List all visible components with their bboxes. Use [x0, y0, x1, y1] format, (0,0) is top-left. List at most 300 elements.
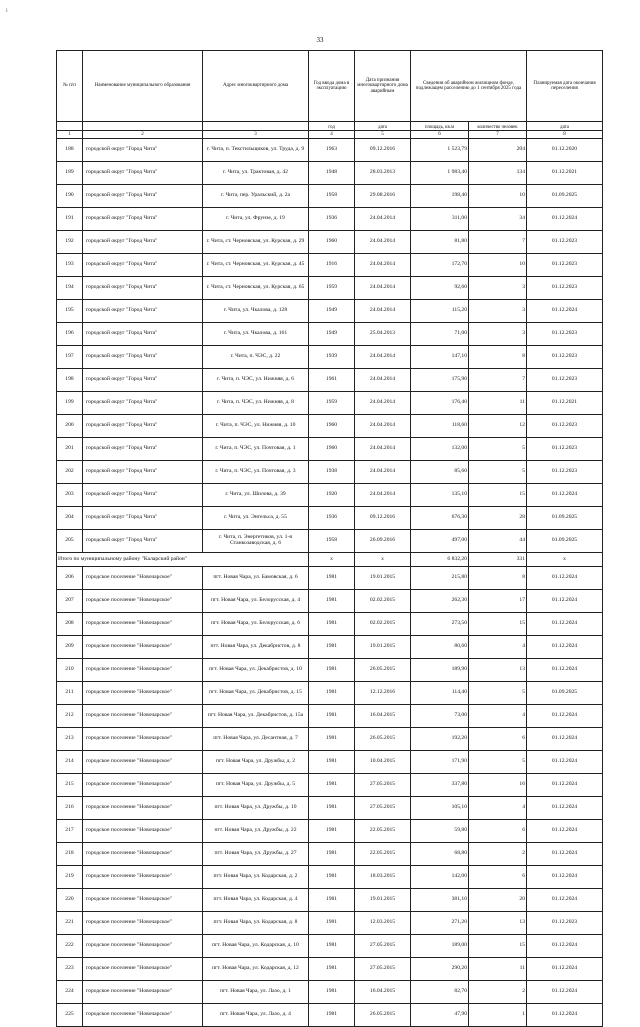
cell-deadline: 01.12.2024 — [527, 774, 603, 797]
cell-year: 1981 — [309, 682, 355, 705]
cell-mo: городской округ "Город Чита" — [83, 300, 203, 323]
cell-date: 27.05.2015 — [355, 774, 411, 797]
cell-address: пгт. Новая Чара, ул. Кодарская, д. 4 — [203, 889, 309, 912]
subheader-deadline-unit: дата — [527, 122, 603, 131]
table-row — [57, 613, 603, 636]
cell-no: 208 — [57, 613, 83, 636]
cell-year: 1959 — [309, 277, 355, 300]
cell-count: 44 — [469, 530, 527, 553]
cell-deadline: 01.12.2021 — [527, 392, 603, 415]
cell-count: 7 — [469, 231, 527, 254]
cell-area: 81,80 — [411, 231, 469, 254]
cell-area: 172,70 — [411, 254, 469, 277]
table-row — [57, 682, 603, 705]
cell-no: 222 — [57, 935, 83, 958]
table-row — [57, 659, 603, 682]
cell-address: г. Чита, ст. Черновская, ул. Курская, д. 29 — [203, 231, 309, 254]
cell-deadline: 01.12.2023 — [527, 323, 603, 346]
cell-area: 85,60 — [411, 461, 469, 484]
col-number: 3 — [203, 131, 309, 139]
cell-date: 22.05.2015 — [355, 820, 411, 843]
cell-mo: городской округ "Город Чита" — [83, 254, 203, 277]
cell-mo: городской округ "Город Чита" — [83, 277, 203, 300]
cell-count: 5 — [469, 682, 527, 705]
cell-address: пгт. Новая Чара, ул. Декабристов, д. 15а — [203, 705, 309, 728]
cell-count: 8 — [469, 346, 527, 369]
table-row — [57, 300, 603, 323]
cell-address: пгт. Новая Чара, ул. Кодарская, д. 2 — [203, 866, 309, 889]
cell-date: 16.04.2015 — [355, 705, 411, 728]
cell-no: 199 — [57, 392, 83, 415]
cell-mo: городской округ "Город Чита" — [83, 461, 203, 484]
cell-year: 1981 — [309, 728, 355, 751]
cell-year: 1981 — [309, 889, 355, 912]
cell-year: 1920 — [309, 484, 355, 507]
subheader-area-unit: площадь, кв.м — [411, 122, 469, 131]
cell-no: 216 — [57, 797, 83, 820]
cell-date: 27.05.2015 — [355, 958, 411, 981]
cell-count: 20 — [469, 889, 527, 912]
cell-address: г. Чита, п. ЧЭС, ул. Почтовая, д. 1 — [203, 438, 309, 461]
cell-year: 1981 — [309, 567, 355, 590]
cell-count: 6 — [469, 866, 527, 889]
table-row — [57, 162, 603, 185]
col-number: 7 — [469, 131, 527, 139]
cell-address: г. Чита, ул. Фрунзе, д. 19 — [203, 208, 309, 231]
cell-address: пгт. Новая Чара, ул. Дружбы, д. 5 — [203, 774, 309, 797]
cell-mo: городское поселение "Новочарское" — [83, 1004, 203, 1027]
cell-count: 15 — [469, 484, 527, 507]
cell-deadline: 01.12.2023 — [527, 346, 603, 369]
cell-date: 09.12.2016 — [355, 507, 411, 530]
cell-area: 82,70 — [411, 981, 469, 1004]
total-row — [57, 553, 603, 567]
cell-deadline: 01.12.2023 — [527, 254, 603, 277]
cell-date: 26.05.2015 — [355, 659, 411, 682]
cell-date: 18.03.2015 — [355, 866, 411, 889]
cell-area: 105,10 — [411, 797, 469, 820]
cell-deadline: 01.12.2023 — [527, 277, 603, 300]
table-row — [57, 277, 603, 300]
table-row — [57, 185, 603, 208]
cell-count: 11 — [469, 392, 527, 415]
header-deadline: Планируемая дата окончания переселения — [527, 51, 603, 122]
table-row — [57, 935, 603, 958]
table-row — [57, 415, 603, 438]
cell-mo: городской округ "Город Чита" — [83, 208, 203, 231]
cell-year: 1981 — [309, 981, 355, 1004]
cell-date: 24.04.2014 — [355, 415, 411, 438]
cell-year: 1981 — [309, 590, 355, 613]
cell-date: 27.05.2015 — [355, 935, 411, 958]
cell-date: 24.04.2014 — [355, 254, 411, 277]
cell-mo: городское поселение "Новочарское" — [83, 958, 203, 981]
cell-no: 213 — [57, 728, 83, 751]
cell-mo: городское поселение "Новочарское" — [83, 728, 203, 751]
cell-area: 142,00 — [411, 866, 469, 889]
cell-deadline: 01.12.2024 — [527, 300, 603, 323]
subheader-year-unit: год — [309, 122, 355, 131]
cell-mo: городской округ "Город Чита" — [83, 162, 203, 185]
cell-year: 1938 — [309, 461, 355, 484]
table-row — [57, 912, 603, 935]
cell-no: 202 — [57, 461, 83, 484]
cell-mo: городской округ "Город Чита" — [83, 185, 203, 208]
cell-date: 26.05.2015 — [355, 1004, 411, 1027]
cell-year: 1948 — [309, 162, 355, 185]
table-row — [57, 590, 603, 613]
cell-area: 497,00 — [411, 530, 469, 553]
cell-date: 26.05.2015 — [355, 728, 411, 751]
cell-area: 271,20 — [411, 912, 469, 935]
cell-no: 205 — [57, 530, 83, 553]
cell-no: 220 — [57, 889, 83, 912]
cell-no: 219 — [57, 866, 83, 889]
header-recognition-date: Дата признания многоквартирного дома аварийным — [355, 51, 411, 122]
cell-address: г. Чита, пер. Уральский, д. 2а — [203, 185, 309, 208]
table-row — [57, 484, 603, 507]
table-row — [57, 208, 603, 231]
cell-deadline: 01.09.2025 — [527, 507, 603, 530]
cell-no: 194 — [57, 277, 83, 300]
cell-no: 195 — [57, 300, 83, 323]
cell-no: 207 — [57, 590, 83, 613]
table-row — [57, 843, 603, 866]
cell-year: 1949 — [309, 300, 355, 323]
table-body-novochara — [57, 567, 603, 1027]
cell-address: г. Чита, п. Энергетиков, ул. 1-я Станкозаводская, д. 6 — [203, 530, 309, 553]
cell-count: 10 — [469, 254, 527, 277]
cell-no: 206 — [57, 567, 83, 590]
table-row — [57, 231, 603, 254]
cell-address: г. Чита, ул. Трактовая, д. 42 — [203, 162, 309, 185]
cell-no: 191 — [57, 208, 83, 231]
cell-no: 192 — [57, 231, 83, 254]
cell-address: пгт. Новая Чара, ул. Лазо, д. 4 — [203, 1004, 309, 1027]
cell-area: 135,10 — [411, 484, 469, 507]
cell-area: 118,60 — [411, 415, 469, 438]
cell-area: 92,60 — [411, 277, 469, 300]
cell-year: 1961 — [309, 369, 355, 392]
cell-year: 1981 — [309, 659, 355, 682]
cell-year: 1960 — [309, 438, 355, 461]
cell-count: 1 — [469, 1004, 527, 1027]
cell-area: 175,90 — [411, 369, 469, 392]
cell-date: 02.02.2015 — [355, 613, 411, 636]
cell-area: 68,80 — [411, 843, 469, 866]
cell-year: 1981 — [309, 843, 355, 866]
cell-deadline: 01.12.2023 — [527, 231, 603, 254]
cell-deadline: 01.12.2024 — [527, 567, 603, 590]
cell-mo: городское поселение "Новочарское" — [83, 866, 203, 889]
cell-no: 189 — [57, 162, 83, 185]
cell-area: 381,10 — [411, 889, 469, 912]
cell-area: 192,20 — [411, 728, 469, 751]
col-number: 6 — [411, 131, 469, 139]
cell-deadline: 01.12.2024 — [527, 636, 603, 659]
cell-address: г. Чита, ст. Черновская, ул. Курская, д. 45 — [203, 254, 309, 277]
cell-date: 24.04.2014 — [355, 369, 411, 392]
cell-no: 198 — [57, 369, 83, 392]
table-row — [57, 981, 603, 1004]
cell-no: 211 — [57, 682, 83, 705]
cell-address: пгт. Новая Чара, ул. Декабристов, д. 10 — [203, 659, 309, 682]
cell-address: пгт. Новая Чара, ул. Белорусская, д. 4 — [203, 590, 309, 613]
col-number: 2 — [83, 131, 203, 139]
table-row — [57, 139, 603, 162]
cell-date: 24.04.2014 — [355, 346, 411, 369]
total-area: 6 832,20 — [411, 553, 469, 567]
cell-no: 212 — [57, 705, 83, 728]
cell-year: 1916 — [309, 254, 355, 277]
col-number: 4 — [309, 131, 355, 139]
table-row — [57, 530, 603, 553]
cell-deadline: 01.12.2021 — [527, 162, 603, 185]
cell-year: 1949 — [309, 323, 355, 346]
cell-deadline: 01.12.2024 — [527, 958, 603, 981]
cell-date: 12.12.2016 — [355, 682, 411, 705]
subheader-count-unit: количество человек — [469, 122, 527, 131]
cell-address: г. Чита, п. ЧЭС, ул. Почтовая, д. 3 — [203, 461, 309, 484]
cell-count: 4 — [469, 797, 527, 820]
header-year: Год ввода дома в эксплуатацию — [309, 51, 355, 122]
cell-deadline: 01.09.2025 — [527, 530, 603, 553]
cell-date: 27.05.2015 — [355, 797, 411, 820]
cell-deadline: 01.12.2024 — [527, 208, 603, 231]
cell-mo: городской округ "Город Чита" — [83, 392, 203, 415]
cell-count: 28 — [469, 507, 527, 530]
cell-address: г. Чита, ул. Чкалова, д. 161 — [203, 323, 309, 346]
cell-mo: городской округ "Город Чита" — [83, 484, 203, 507]
cell-address: пгт. Новая Чара, ул. Кодарская, д. 12 — [203, 958, 309, 981]
cell-year: 1981 — [309, 958, 355, 981]
cell-deadline: 01.12.2024 — [527, 889, 603, 912]
header-no: № п/п — [57, 51, 83, 122]
cell-mo: городской округ "Город Чита" — [83, 231, 203, 254]
cell-year: 1981 — [309, 774, 355, 797]
page-number: 33 — [316, 36, 324, 44]
table-row — [57, 958, 603, 981]
cell-count: 16 — [469, 774, 527, 797]
cell-area: 215,80 — [411, 567, 469, 590]
cell-mo: городское поселение "Новочарское" — [83, 682, 203, 705]
table-row — [57, 323, 603, 346]
cell-deadline: 01.12.2024 — [527, 1004, 603, 1027]
cell-deadline: 01.12.2024 — [527, 866, 603, 889]
table-row — [57, 705, 603, 728]
cell-deadline: 01.12.2024 — [527, 590, 603, 613]
cell-year: 1936 — [309, 208, 355, 231]
cell-deadline: 01.12.2024 — [527, 728, 603, 751]
table-row — [57, 567, 603, 590]
cell-mo: городское поселение "Новочарское" — [83, 912, 203, 935]
cell-no: 203 — [57, 484, 83, 507]
cell-address: г. Чита, ул. Чкалова, д. 128 — [203, 300, 309, 323]
cell-year: 1981 — [309, 636, 355, 659]
cell-year: 1958 — [309, 530, 355, 553]
cell-mo: городской округ "Город Чита" — [83, 530, 203, 553]
cell-deadline: 01.12.2024 — [527, 820, 603, 843]
col-number: 8 — [527, 131, 603, 139]
table-row — [57, 1004, 603, 1027]
cell-address: пгт. Новая Чара, ул. Дружбы, д. 2 — [203, 751, 309, 774]
cell-area: 47,90 — [411, 1004, 469, 1027]
cell-area: 198,40 — [411, 185, 469, 208]
cell-no: 193 — [57, 254, 83, 277]
cell-date: 29.08.2016 — [355, 185, 411, 208]
table-row — [57, 728, 603, 751]
cell-address: пгт. Новая Чара, ул. Декабристов, д. 15 — [203, 682, 309, 705]
cell-area: 171,90 — [411, 751, 469, 774]
cell-year: 1963 — [309, 139, 355, 162]
cell-date: 24.04.2014 — [355, 208, 411, 231]
subheader-empty — [203, 122, 309, 131]
cell-deadline: 01.09.2025 — [527, 185, 603, 208]
table-row — [57, 254, 603, 277]
cell-deadline: 01.12.2024 — [527, 659, 603, 682]
cell-mo: городское поселение "Новочарское" — [83, 567, 203, 590]
cell-year: 1981 — [309, 705, 355, 728]
cell-no: 204 — [57, 507, 83, 530]
cell-year: 1981 — [309, 935, 355, 958]
cell-mo: городской округ "Город Чита" — [83, 369, 203, 392]
cell-no: 215 — [57, 774, 83, 797]
cell-no: 217 — [57, 820, 83, 843]
col-number: 5 — [355, 131, 411, 139]
cell-area: 115,20 — [411, 300, 469, 323]
cell-deadline: 01.12.2023 — [527, 461, 603, 484]
cell-address: г. Чита, п. ЧЭС, ул. Нижняя, д. 8 — [203, 392, 309, 415]
cell-no: 200 — [57, 415, 83, 438]
cell-count: 15 — [469, 613, 527, 636]
cell-count: 3 — [469, 323, 527, 346]
cell-address: г. Чита, ул. Шилова, д. 39 — [203, 484, 309, 507]
total-date: x — [355, 553, 411, 567]
cell-count: 10 — [469, 185, 527, 208]
cell-date: 19.01.2015 — [355, 636, 411, 659]
cell-mo: городской округ "Город Чита" — [83, 438, 203, 461]
cell-date: 24.04.2014 — [355, 392, 411, 415]
cell-count: 2 — [469, 843, 527, 866]
cell-count: 13 — [469, 912, 527, 935]
table-row — [57, 820, 603, 843]
cell-area: 262,30 — [411, 590, 469, 613]
cell-year: 1960 — [309, 415, 355, 438]
cell-no: 218 — [57, 843, 83, 866]
cell-no: 188 — [57, 139, 83, 162]
cell-count: 5 — [469, 438, 527, 461]
cell-address: пгт. Новая Чара, ул. Дружбы, д. 27 — [203, 843, 309, 866]
cell-mo: городское поселение "Новочарское" — [83, 843, 203, 866]
cell-no: 225 — [57, 1004, 83, 1027]
cell-count: 3 — [469, 277, 527, 300]
cell-address: пгт. Новая Чара, ул. Бамовская, д. 6 — [203, 567, 309, 590]
cell-year: 1981 — [309, 820, 355, 843]
header-info: Сведения об аварийном жилищном фонде, подлежащем расселению до 1 сентября 2025 года — [411, 51, 527, 122]
cell-count: 15 — [469, 935, 527, 958]
table-row — [57, 866, 603, 889]
total-section — [57, 553, 603, 567]
cell-mo: городское поселение "Новочарское" — [83, 636, 203, 659]
cell-date: 19.01.2015 — [355, 567, 411, 590]
cell-mo: городское поселение "Новочарское" — [83, 889, 203, 912]
header-address: Адрес многоквартирного дома — [203, 51, 309, 122]
cell-address: г. Чита, ст. Черновская, ул. Курская, д. 65 — [203, 277, 309, 300]
cell-mo: городское поселение "Новочарское" — [83, 705, 203, 728]
cell-count: 5 — [469, 461, 527, 484]
cell-deadline: 01.12.2024 — [527, 751, 603, 774]
total-deadline: x — [527, 553, 603, 567]
cell-mo: городское поселение "Новочарское" — [83, 613, 203, 636]
total-label: Итого по муниципальному району "Каларский район" — [57, 553, 309, 567]
cell-mo: городской округ "Город Чита" — [83, 415, 203, 438]
cell-count: 11 — [469, 958, 527, 981]
cell-area: 290,20 — [411, 958, 469, 981]
cell-date: 16.04.2015 — [355, 981, 411, 1004]
table-row — [57, 751, 603, 774]
cell-mo: городское поселение "Новочарское" — [83, 751, 203, 774]
cell-area: 189,90 — [411, 659, 469, 682]
cell-mo: городское поселение "Новочарское" — [83, 820, 203, 843]
cell-area: 73,00 — [411, 705, 469, 728]
table-row — [57, 797, 603, 820]
cell-date: 10.04.2015 — [355, 751, 411, 774]
table-row — [57, 636, 603, 659]
cell-date: 28.03.2013 — [355, 162, 411, 185]
cell-mo: городской округ "Город Чита" — [83, 323, 203, 346]
cell-address: пгт. Новая Чара, ул. Белорусская, д. 6 — [203, 613, 309, 636]
cell-area: 676,30 — [411, 507, 469, 530]
cell-count: 5 — [469, 751, 527, 774]
cell-no: 221 — [57, 912, 83, 935]
cell-deadline: 01.12.2020 — [527, 139, 603, 162]
table-row — [57, 889, 603, 912]
cell-count: 7 — [469, 369, 527, 392]
cell-area: 1 523,79 — [411, 139, 469, 162]
cell-date: 24.04.2014 — [355, 300, 411, 323]
table-row — [57, 774, 603, 797]
cell-date: 24.04.2014 — [355, 438, 411, 461]
cell-address: пгт. Новая Чара, ул. Дружбы, д. 22 — [203, 820, 309, 843]
cell-area: 80,60 — [411, 636, 469, 659]
cell-mo: городской округ "Город Чита" — [83, 507, 203, 530]
cell-count: 34 — [469, 208, 527, 231]
cell-mo: городское поселение "Новочарское" — [83, 935, 203, 958]
table-row — [57, 507, 603, 530]
cell-mo: городской округ "Город Чита" — [83, 346, 203, 369]
cell-mo: городское поселение "Новочарское" — [83, 659, 203, 682]
table-row — [57, 438, 603, 461]
table-body-chita — [57, 139, 603, 553]
cell-date: 22.05.2015 — [355, 843, 411, 866]
cell-mo: городской округ "Город Чита" — [83, 139, 203, 162]
cell-count: 8 — [469, 567, 527, 590]
cell-count: 4 — [469, 636, 527, 659]
cell-mo: городское поселение "Новочарское" — [83, 981, 203, 1004]
cell-address: пгт. Новая Чара, ул. Лазо, д. 1 — [203, 981, 309, 1004]
cell-no: 197 — [57, 346, 83, 369]
cell-count: 13 — [469, 659, 527, 682]
cell-deadline: 01.09.2025 — [527, 682, 603, 705]
table-row — [57, 369, 603, 392]
cell-address: г. Чита, п. ЧЭС, ул. Нижняя, д. 10 — [203, 415, 309, 438]
col-number: 1 — [57, 131, 83, 139]
header-mo: Наименование муниципального образования — [83, 51, 203, 122]
cell-no: 224 — [57, 981, 83, 1004]
cell-count: 2 — [469, 981, 527, 1004]
cell-date: 24.04.2014 — [355, 277, 411, 300]
cell-deadline: 01.12.2023 — [527, 912, 603, 935]
